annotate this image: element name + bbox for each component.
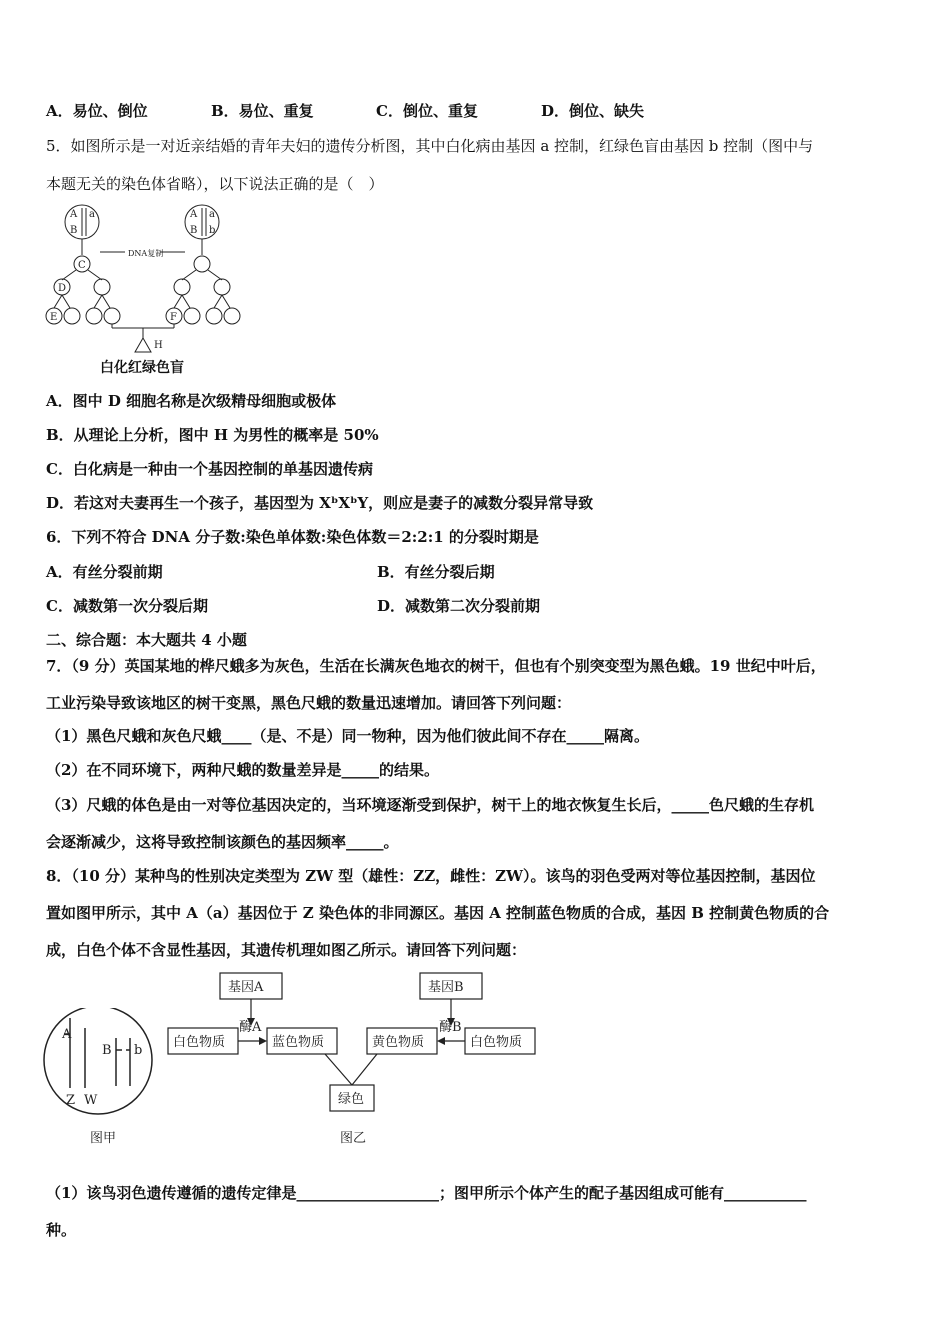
q8-part1-line2: 种。: [46, 1221, 77, 1239]
q7-line2: 工业污染导致该地区的树干变黑，黑色尺蛾的数量迅速增加。请回答下列问题：: [46, 694, 572, 712]
q8-figure-jia: [40, 1008, 170, 1148]
q7-line1: 7．（9 分）英国某地的桦尺蛾多为灰色，生活在长满灰色地衣的树干，但也有个别突变型为黑色蛾。19 世纪中叶后，: [46, 657, 826, 675]
q5-option-d: D．若这对夫妻再生一个孩子，基因型为 XᵇXᵇY，则应是妻子的减数分裂异常导致: [46, 494, 594, 512]
q8-line2: 置如图甲所示，其中 A（a）基因位于 Z 染色体的非同源区。基因 A 控制蓝色物质的合成，基因 B 控制黄色物质的合: [46, 904, 830, 922]
q6-option-d: D．减数第二次分裂前期: [377, 597, 541, 615]
q7-part3-line2: 会逐渐减少，这将导致控制该颜色的基因频率_____。: [46, 833, 399, 851]
white-substance-2: 白色物质: [470, 1035, 523, 1050]
jia-w-label: W: [84, 1093, 98, 1108]
white-substance-1: 白色物质: [173, 1035, 226, 1050]
q4-options: [46, 101, 644, 121]
enzyme-b-label: 酶B: [439, 1020, 462, 1035]
q5-figure-caption: 白化红绿色盲: [100, 360, 184, 376]
q5-option-b: B．从理论上分析，图中 H 为男性的概率是 50%: [46, 426, 379, 444]
green-label: 绿色: [338, 1092, 365, 1107]
q5-stem-line2: 本题无关的染色体省略），以下说法正确的是（ ）: [46, 175, 384, 193]
section-heading: 二、综合题：本大题共 4 小题: [46, 631, 247, 649]
node-e-label: E: [50, 312, 58, 323]
q6-option-b: B．有丝分裂后期: [377, 563, 495, 581]
q6-stem: 6．下列不符合 DNA 分子数:染色单体数:染色体数＝2:2:1 的分裂时期是: [46, 528, 539, 546]
dna-replication-label: DNA复制: [128, 249, 164, 258]
jia-allele-b-upper: B: [102, 1043, 112, 1058]
q7-part3-line1: （3）尺蛾的体色是由一对等位基因决定的，当环境逐渐受到保护，树干上的地衣恢复生长后，_____色尺蛾的生存机: [46, 796, 814, 814]
jia-caption: 图甲: [90, 1131, 117, 1146]
node-d-label: D: [58, 283, 67, 294]
allele-b-upper: B: [70, 225, 78, 236]
allele-b-lower-2: b: [209, 225, 216, 236]
yi-caption: 图乙: [340, 1131, 367, 1146]
q5-option-c: C．白化病是一种由一个基因控制的单基因遗传病: [46, 460, 373, 478]
q7-part2: （2）在不同环境下，两种尺蛾的数量差异是_____的结果。: [46, 761, 439, 779]
allele-a-lower-2: a: [209, 209, 215, 220]
allele-a-lower: a: [89, 209, 95, 220]
q4-option-a: A．易位、倒位: [46, 102, 148, 120]
enzyme-a-label: 酶A: [239, 1020, 262, 1035]
node-c-label: C: [78, 260, 86, 271]
q8-figure-yi: [165, 970, 545, 1150]
q5-pedigree-figure: [40, 200, 260, 380]
blue-substance: 蓝色物质: [272, 1035, 325, 1050]
q5-option-a: A．图中 D 细胞名称是次级精母细胞或极体: [46, 392, 337, 410]
q8-line3: 成，白色个体不含显性基因，其遗传机理如图乙所示。请回答下列问题：: [46, 941, 527, 959]
allele-a-upper-2: A: [190, 209, 198, 220]
yellow-substance: 黄色物质: [372, 1035, 425, 1050]
q8-line1: 8．（10 分）某种鸟的性别决定类型为 ZW 型（雄性：ZZ，雌性：ZW）。该鸟的羽色受两对等位基因控制，基因位: [46, 867, 816, 885]
q4-option-c: C．倒位、重复: [376, 102, 478, 120]
q8-part1-line1: （1）该鸟羽色遗传遵循的遗传定律是___________________；图甲所示个体产生的配子基因组成可能有___________: [46, 1184, 807, 1202]
gene-a-label: 基因A: [228, 980, 264, 995]
jia-z-label: Z: [66, 1093, 76, 1108]
allele-a-upper: A: [70, 209, 78, 220]
jia-allele-a: A: [62, 1027, 72, 1042]
jia-allele-b-lower: b: [134, 1043, 143, 1058]
h-label: H: [154, 340, 163, 351]
q7-part1: （1）黑色尺蛾和灰色尺蛾____（是、不是）同一物种，因为他们彼此间不存在_____隔离。: [46, 727, 649, 745]
q6-option-c: C．减数第一次分裂后期: [46, 597, 208, 615]
q5-stem-line1: 5．如图所示是一对近亲结婚的青年夫妇的遗传分析图，其中白化病由基因 a 控制，红绿色盲由基因 b 控制（图中与: [46, 137, 814, 155]
q6-option-a: A．有丝分裂前期: [46, 563, 163, 581]
q4-option-b: B．易位、重复: [211, 102, 314, 120]
gene-b-label: 基因B: [428, 980, 464, 995]
q4-option-d: D．倒位、缺失: [541, 102, 645, 120]
node-f-label: F: [170, 312, 177, 323]
allele-b-upper-2: B: [190, 225, 198, 236]
